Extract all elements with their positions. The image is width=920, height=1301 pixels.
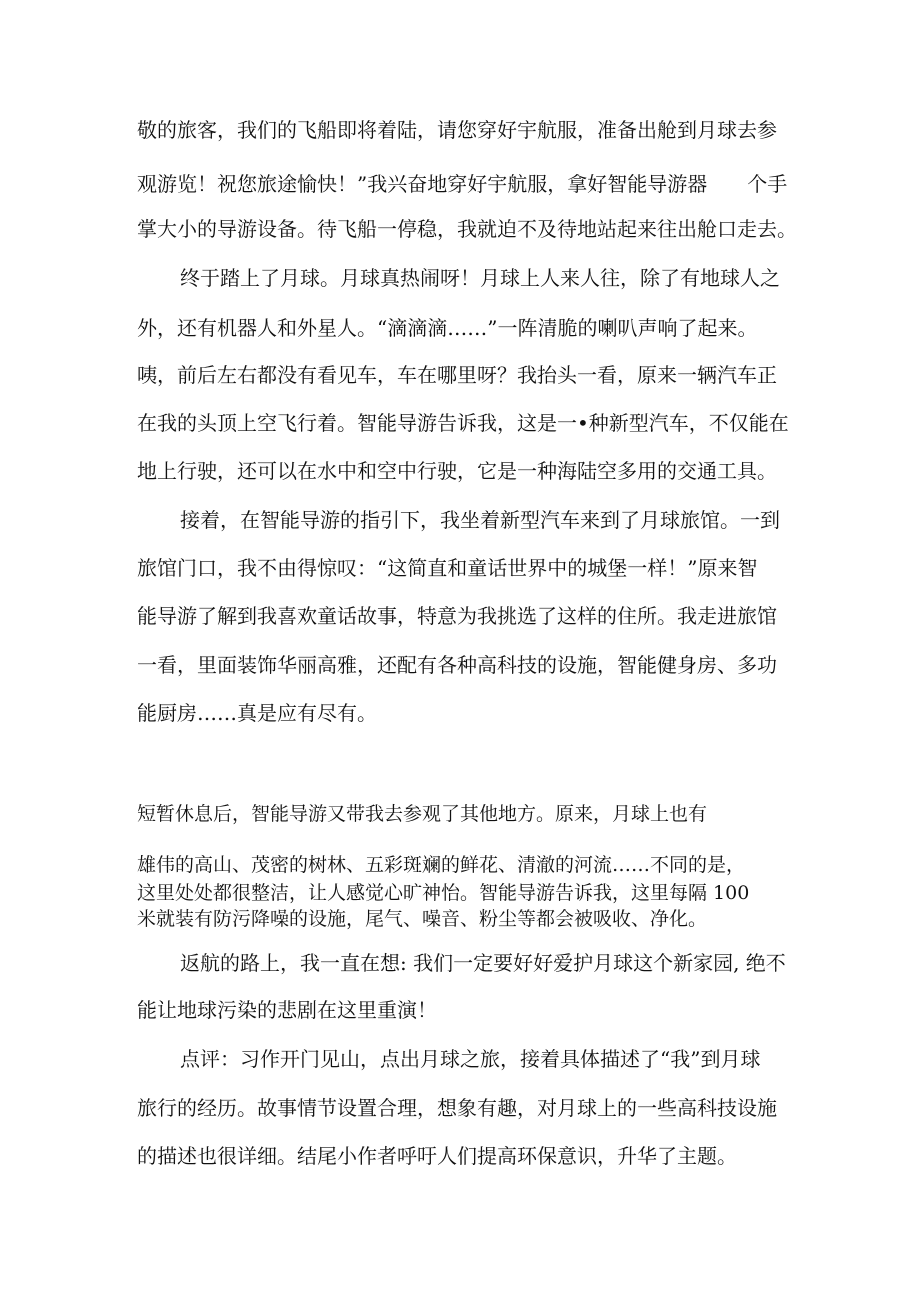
text-line: 返航的路上，我一直在想: 我们一定要好好爱护月球这个新家园, 绝不 [180, 951, 786, 975]
text-line: 雄伟的高山、茂密的树林、五彩斑斓的鲜花、清澈的河流……不同的是， [137, 854, 746, 876]
text-line: 能导游了解到我喜欢童话故事，特意为我挑选了这样的住所。我走进旅馆 [137, 604, 777, 628]
text-line: 观游览！祝您旅途愉快！”我兴奋地穿好宇航服，拿好智能导游器 个手 [137, 172, 788, 196]
text-line: 接着，在智能导游的指引下，我坐着新型汽车来到了月球旅馆。一到 [180, 508, 780, 532]
text-line: 外，还有机器人和外星人。“滴滴滴……”一阵清脆的喇叭声响了起来。 [137, 316, 758, 340]
text-line: 敬的旅客，我们的飞船即将着陆，请您穿好宇航服，准备出舱到月球去参 [137, 118, 777, 142]
text-line: 米就装有防污降噪的设施，尾气、噪音、粉尘等都会被吸收、净化。 [137, 908, 708, 930]
text-line: 掌大小的导游设备。待飞船一停稳，我就迫不及待地站起来往出舱口走去。 [137, 217, 797, 241]
text-line: 这里处处都很整洁，让人感觉心旷神怡。智能导游告诉我，这里每隔 100 [137, 882, 750, 904]
text-line: 点评：习作开门见山，点出月球之旅，接着具体描述了“我”到月球 [180, 1047, 761, 1071]
text-line: 的描述也很详细。结尾小作者呼吁人们提高环保意识，升华了主题。 [137, 1144, 737, 1168]
text-line: 一看，里面装饰华丽高雅，还配有各种高科技的设施，智能健身房、多功 [137, 653, 777, 677]
text-line: 能让地球污染的悲剧在这里重演！ [137, 998, 437, 1022]
text-line: 短暂休息后，智能导游又带我去参观了其他地方。原来，月球上也有 [137, 803, 708, 825]
text-line: 咦，前后左右都没有看见车，车在哪里呀？我抬头一看，原来一辆汽车正 [137, 363, 777, 387]
text-line: 能厨房……真是应有尽有。 [137, 701, 377, 725]
text-line: 在我的头顶上空飞行着。智能导游告诉我，这是一•种新型汽车，不仅能在 [137, 411, 789, 435]
text-line: 旅行的经历。故事情节设置合理，想象有趣，对月球上的一些高科技设施 [137, 1096, 777, 1120]
text-line: 旅馆门口，我不由得惊叹：“这简直和童话世界中的城堡一样！”原来智 [137, 556, 758, 580]
text-line: 终于踏上了月球。月球真热闹呀！月球上人来人往，除了有地球人之 [180, 266, 780, 290]
text-line: 地上行驶，还可以在水中和空中行驶，它是一种海陆空多用的交通工具。 [137, 459, 777, 483]
